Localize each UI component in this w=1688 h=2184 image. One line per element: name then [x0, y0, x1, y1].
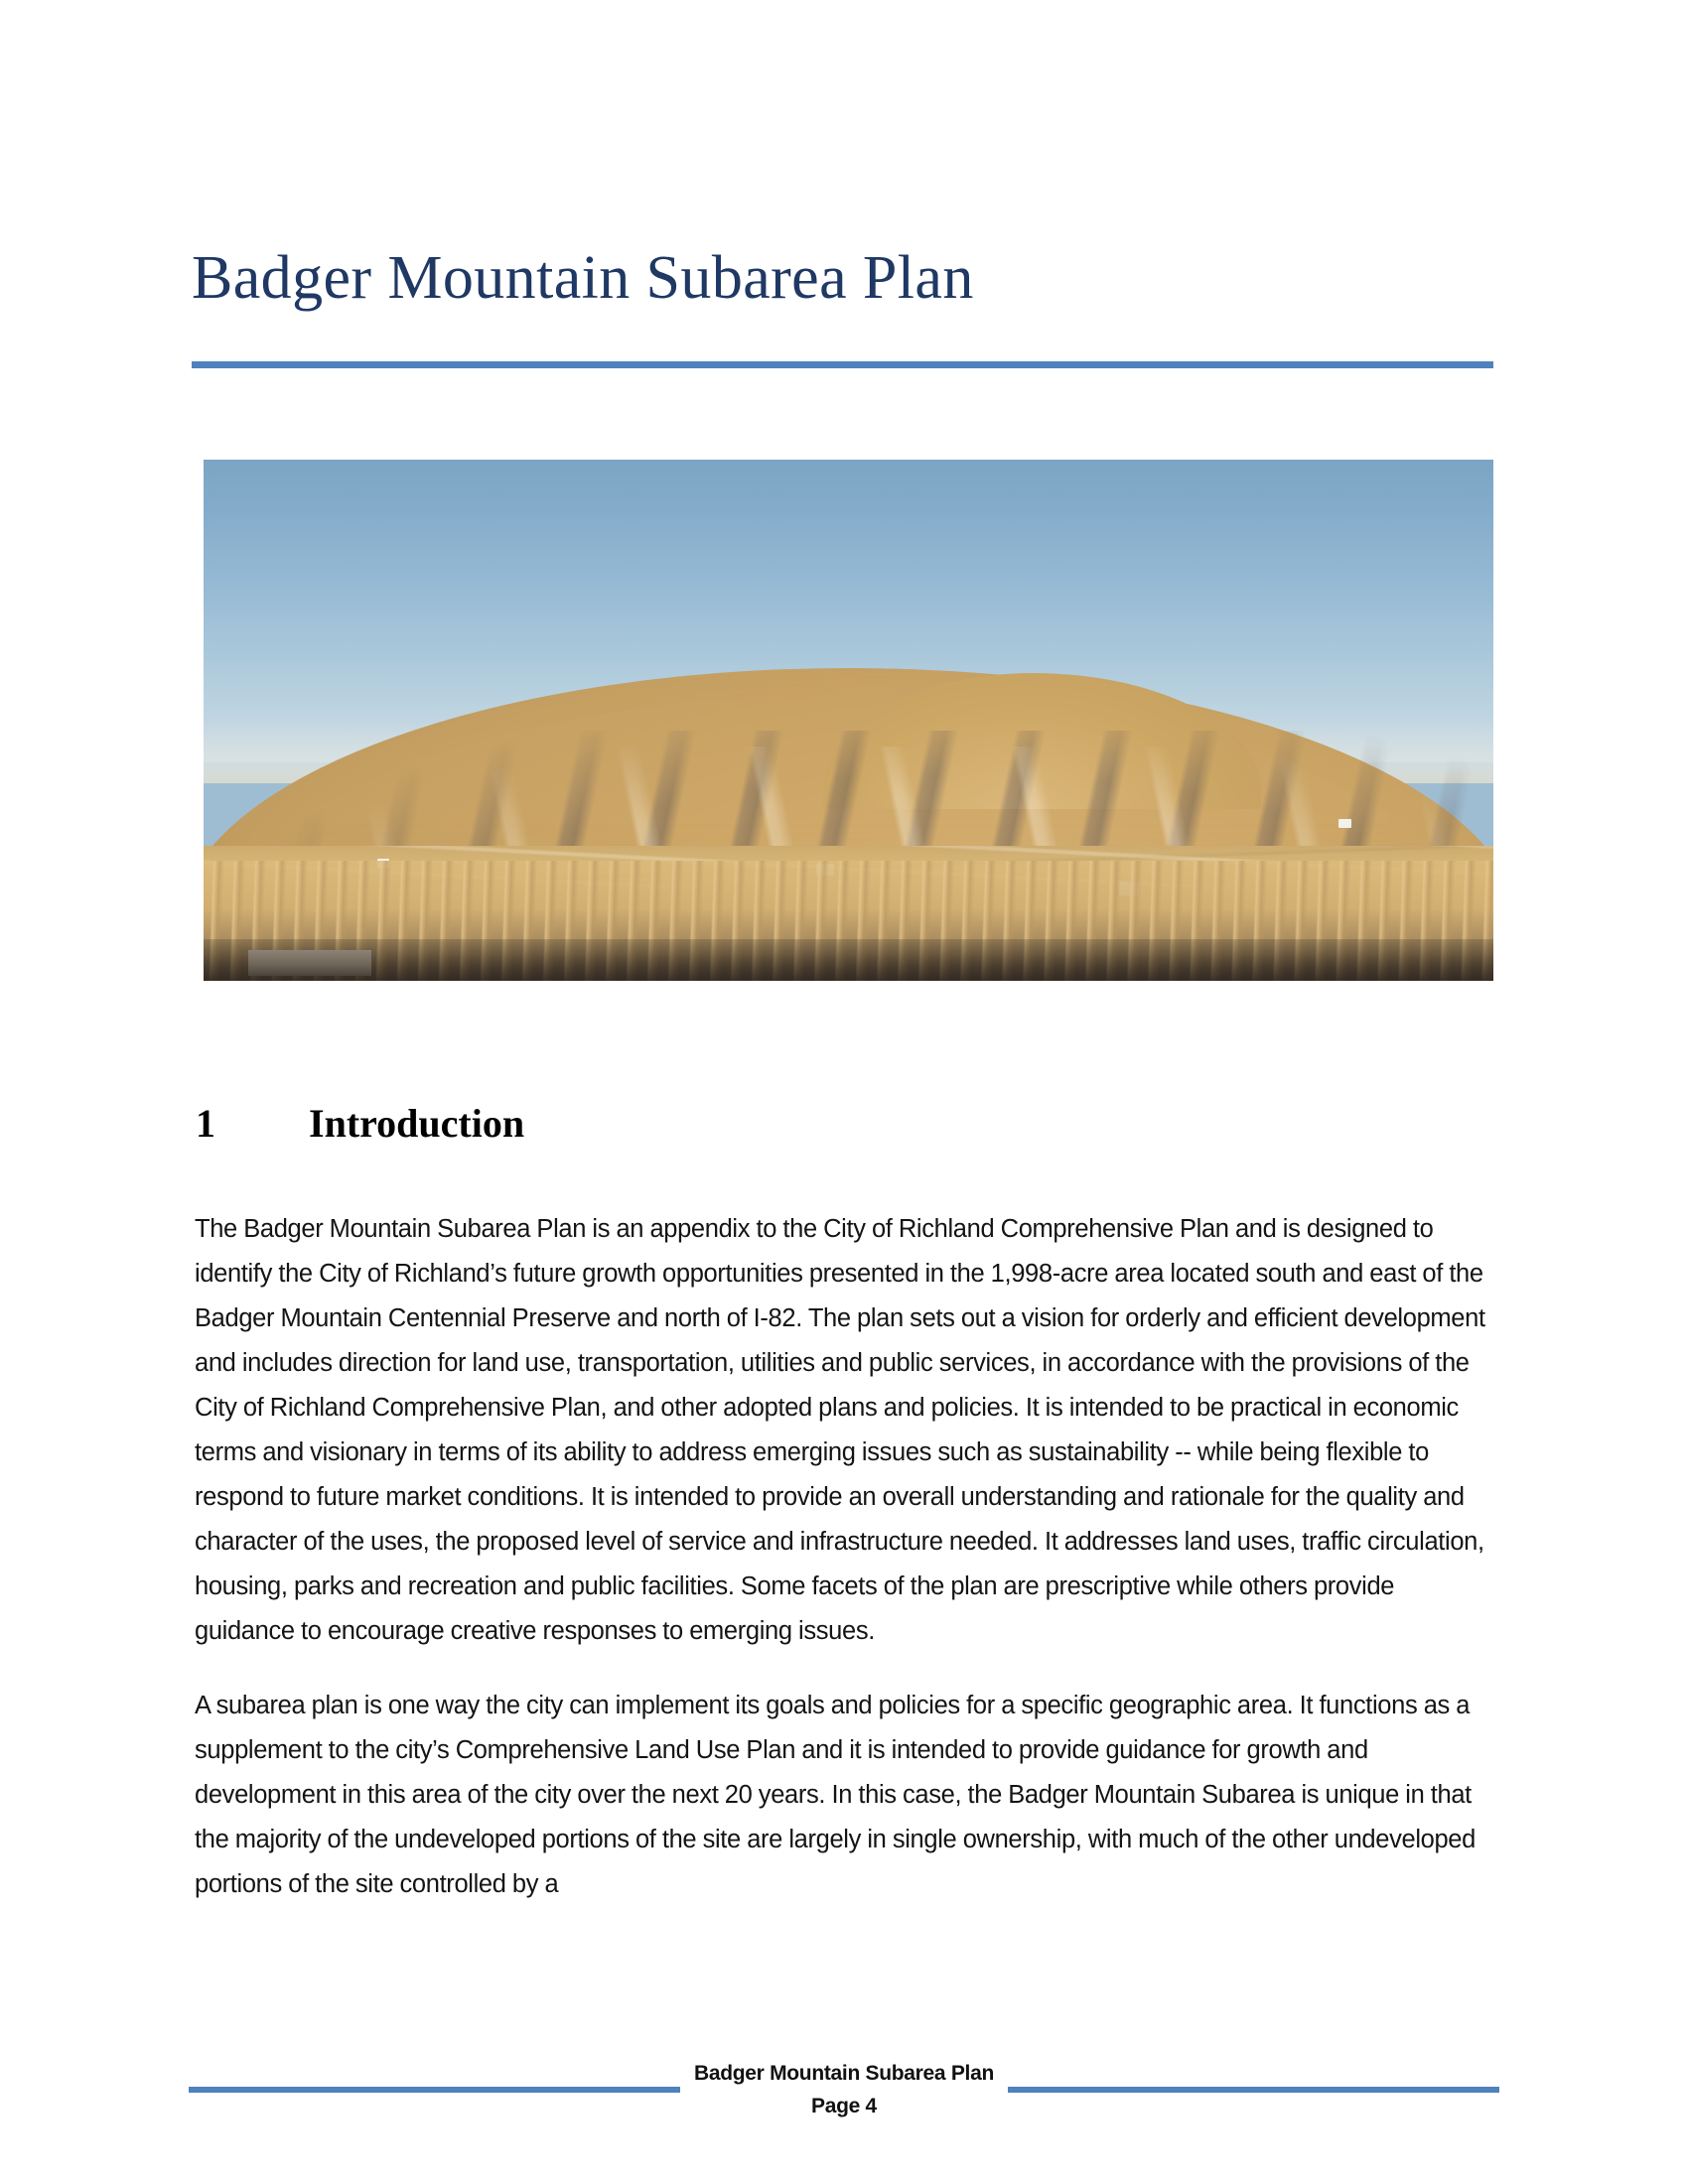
section-title: Introduction	[309, 1101, 525, 1146]
body-text	[195, 1207, 1500, 1937]
title-divider-rule	[192, 361, 1493, 368]
section-number: 1	[196, 1101, 215, 1146]
footer-document-name: Badger Mountain Subarea Plan	[680, 2057, 1008, 2090]
hero-photo	[204, 460, 1493, 981]
page-title: Badger Mountain Subarea Plan	[192, 244, 974, 312]
page-footer	[0, 2062, 1688, 2174]
footer-page-number: Page 4	[680, 2090, 1008, 2122]
foreground-shed	[248, 950, 370, 976]
body-paragraph-2: A subarea plan is one way the city can implement its goals and policies for a specific geographic area. It functions as a supplement to the city’s Comprehensive Land Use Plan and it is intended to provide guidance for growth and development in this area of the city over the next 20 years. In this case, the Badger Mountain Subarea is unique in that the majority of the undeveloped portions of the site are largely in single ownership, with much of the other undeveloped portions of the site controlled by a	[195, 1692, 1476, 1898]
hillside-structure-far-right	[1338, 819, 1351, 827]
body-paragraph-1: The Badger Mountain Subarea Plan is an appendix to the City of Richland Comprehensive Plan and is designed to identify the City of Richland’s future growth opportunities presented in the 1,998-acre area located south and east of the Badger Mountain Centennial Preserve and north of I-82. The plan sets out a vision for orderly and efficient development and includes direction for land use, transportation, utilities and public services, in accordance with the provisions of the City of Richland Comprehensive Plan, and other adopted plans and policies. It is intended to be practical in economic terms and visionary in terms of its ability to address emerging issues such as sustainability -- while being flexible to respond to future market conditions. It is intended to provide an overall understanding and rationale for the quality and character of the uses, the proposed level of service and infrastructure needed. It addresses land uses, traffic circulation, housing, parks and recreation and public facilities. Some facets of the plan are prescriptive while others provide guidance to encourage creative responses to emerging issues.	[195, 1215, 1485, 1645]
section-heading	[196, 1100, 1496, 1147]
foreground-shadow-band	[204, 939, 1493, 981]
hero-photo-scene	[204, 460, 1493, 981]
footer-text-block	[0, 2057, 1688, 2122]
